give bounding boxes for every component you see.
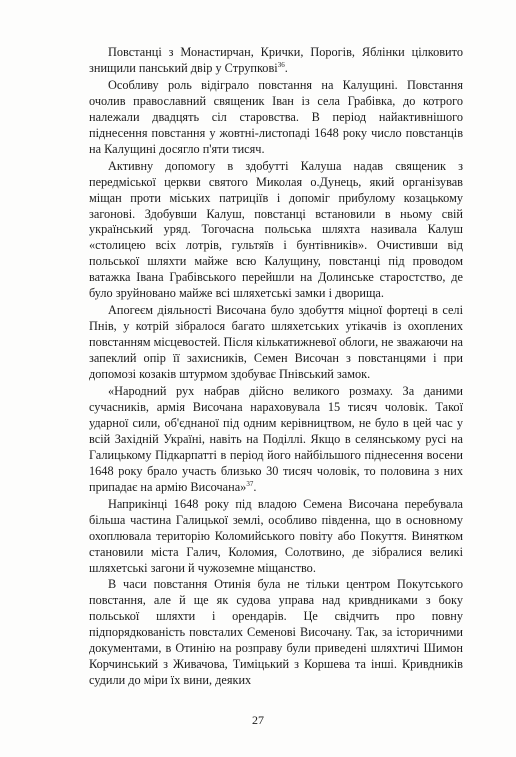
paragraph-1 xyxy=(89,45,463,77)
paragraph-2: Особливу роль відіграло повстання на Калущині. Повстання очолив православний священик Іван із села Грабівка, до котрого належали двадцять сіл старовства. В період найактивнішого піднесення повстання у жовтні-листопаді 1648 року число повстанців на Калущині досягло п'яти тисяч. xyxy=(89,77,463,156)
paragraph-7: В часи повстання Отинія була не тільки центром Покутського повстання, але й ще як судова управа над кривдниками з боку польської шляхти і орендарів. Це свідчить про повну підпорядкованість повсталих Семенові Височану. Так, за історичними документами, в Отинію на розправу були приведені шляхтичі Шимон Корчинський з Живачова, Тиміцький з Коршева та інші. Кривдників судили до міри їх вини, деяких xyxy=(89,577,463,688)
paragraph-4: Апогеєм діяльності Височана було здобуття міцної фортеці в селі Пнів, у котрій зібралося багато шляхетських утікачів із охоплених повстанням місцевостей. Після кількатижневої облоги, не зважаючи на запеклий опір її захисників, Семен Височан з повстанцями і при допомозі козаків штурмом здобуває Пнівський замок. xyxy=(89,303,463,382)
paragraph-1-end: . xyxy=(284,60,288,75)
paragraph-3: Активну допомогу в здобутті Калуша надав священик з передміської церкви святого Миколая о.Дунець, який організував міщан проти міських патриціїв і допоміг прибулому козацькому загонові. Здобувши Калуш, повстанці встановили в ньому свій український уряд. Тогочасна польська шляхта називала Калуш «столицею всіх лотрів, гультяїв і бунтівників». Очистивши від польської шляхти майже всю Калущину, повстанці під проводом ватажка Івана Грабівського перейшли на Долинське старостство, де було зруйновано майже всі шляхетські замки і дворища. xyxy=(89,158,463,301)
paragraph-5-text: «Народний рух набрав дійсно великого розмаху. За даними сучасників, армія Височана нараховувала 15 тисяч чоловік. Такої ударної сили, об'єднаної під одним керівництвом, не було в цей час у всій Західній Україні, навіть на Поділлі. Якщо в селянському русі на Галицькому Підкарпатті в період його найбільшого піднесення восени 1648 року брало участь близько 30 тисяч чоловік, то половина з них припадає на армію Височана» xyxy=(89,384,463,494)
footnote-ref-36: 36 xyxy=(277,60,285,69)
paragraph-5-end: . xyxy=(253,479,257,494)
paragraph-1-text: Повстанці з Монастирчан, Крички, Порогів, Яблінки цілковито знищили панський двір у Струпкові xyxy=(89,45,463,75)
footnote-ref-37: 37 xyxy=(246,479,254,488)
page-number: 27 xyxy=(252,713,264,727)
paragraph-6: Наприкінці 1648 року під владою Семена Височана перебувала більша частина Галицької землі, особливо південна, що в основному охоплювала територію Коломийського повіту або Покуття. Винятком становили міста Галич, Коломия, Солотвино, де зібралися великі шляхетські загони й чужоземне міщанство. xyxy=(89,496,463,575)
paragraph-5 xyxy=(89,384,463,496)
body-text xyxy=(89,45,463,690)
